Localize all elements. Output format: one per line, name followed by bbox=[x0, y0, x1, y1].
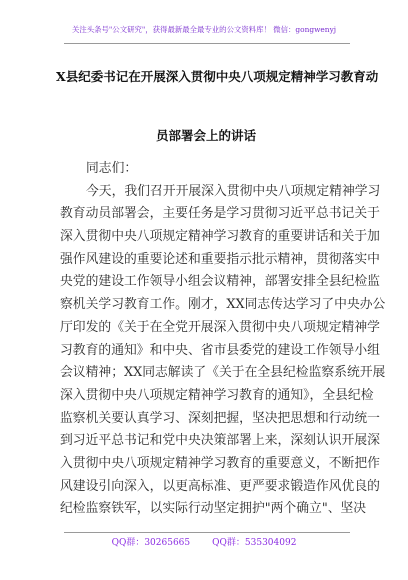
body-line: 风建设引向深入，以更高标准、更严要求锻造作风优良的 bbox=[60, 478, 380, 494]
footer-divider bbox=[64, 532, 350, 533]
body-line: 深入贯彻中央八项规定精神学习教育的通知》，全县纪检 bbox=[60, 387, 374, 403]
body-line: 深入贯彻中央八项规定精神学习教育的重要讲话和关于加 bbox=[60, 229, 380, 245]
qq-group-1: QQ群：30265665 bbox=[111, 538, 191, 548]
body-line: 习教育的通知》和中央、省市县委党的建设工作领导小组 bbox=[60, 342, 380, 358]
body-line: 到习近平总书记和党中央决策部署上来，深刻认识开展深 bbox=[60, 433, 380, 449]
body-line: 察机关学习教育工作。刚才，XX同志传达学习了中央办公 bbox=[60, 297, 386, 313]
body-line: 纪检监察铁军，以实际行动坚定拥护"两个确立"、坚决 bbox=[60, 501, 367, 517]
page-footer bbox=[0, 535, 408, 548]
body-line: 央党的建设工作领导小组会议精神，部署安排全县纪检监 bbox=[60, 274, 380, 290]
header-divider bbox=[64, 43, 350, 44]
body-line: 监察机关要认真学习、深刻把握，坚决把思想和行动统一 bbox=[60, 410, 380, 426]
body-line: 厅印发的《关于在全党开展深入贯彻中央八项规定精神学 bbox=[60, 319, 380, 335]
speech-body bbox=[60, 158, 386, 521]
page-header-note: 关注头条号"公文研究"，获得最新最全最专业的公文资料库！ 微信：gongwenyj bbox=[71, 25, 337, 34]
body-line: 入贯彻中央八项规定精神学习教育的重要意义，不断把作 bbox=[60, 455, 380, 471]
qq-group-2: QQ群：535304092 bbox=[212, 538, 297, 548]
document-title-line-1: X县纪委书记在开展深入贯彻中央八项规定精神学习教育动 bbox=[56, 69, 379, 84]
body-line: 教育动员部署会，主要任务是学习贯彻习近平总书记关于 bbox=[60, 206, 380, 222]
salutation: 同志们： bbox=[86, 161, 138, 176]
document-title-line-2: 员部署会上的讲话 bbox=[155, 128, 256, 143]
body-line: 强作风建设的重要论述和重要指示批示精神，贯彻落实中 bbox=[60, 251, 380, 267]
body-line: 会议精神；XX同志解读了《关于在全县纪检监察系统开展 bbox=[60, 365, 386, 381]
body-line: 今天，我们召开开展深入贯彻中央八项规定精神学习 bbox=[86, 183, 381, 199]
